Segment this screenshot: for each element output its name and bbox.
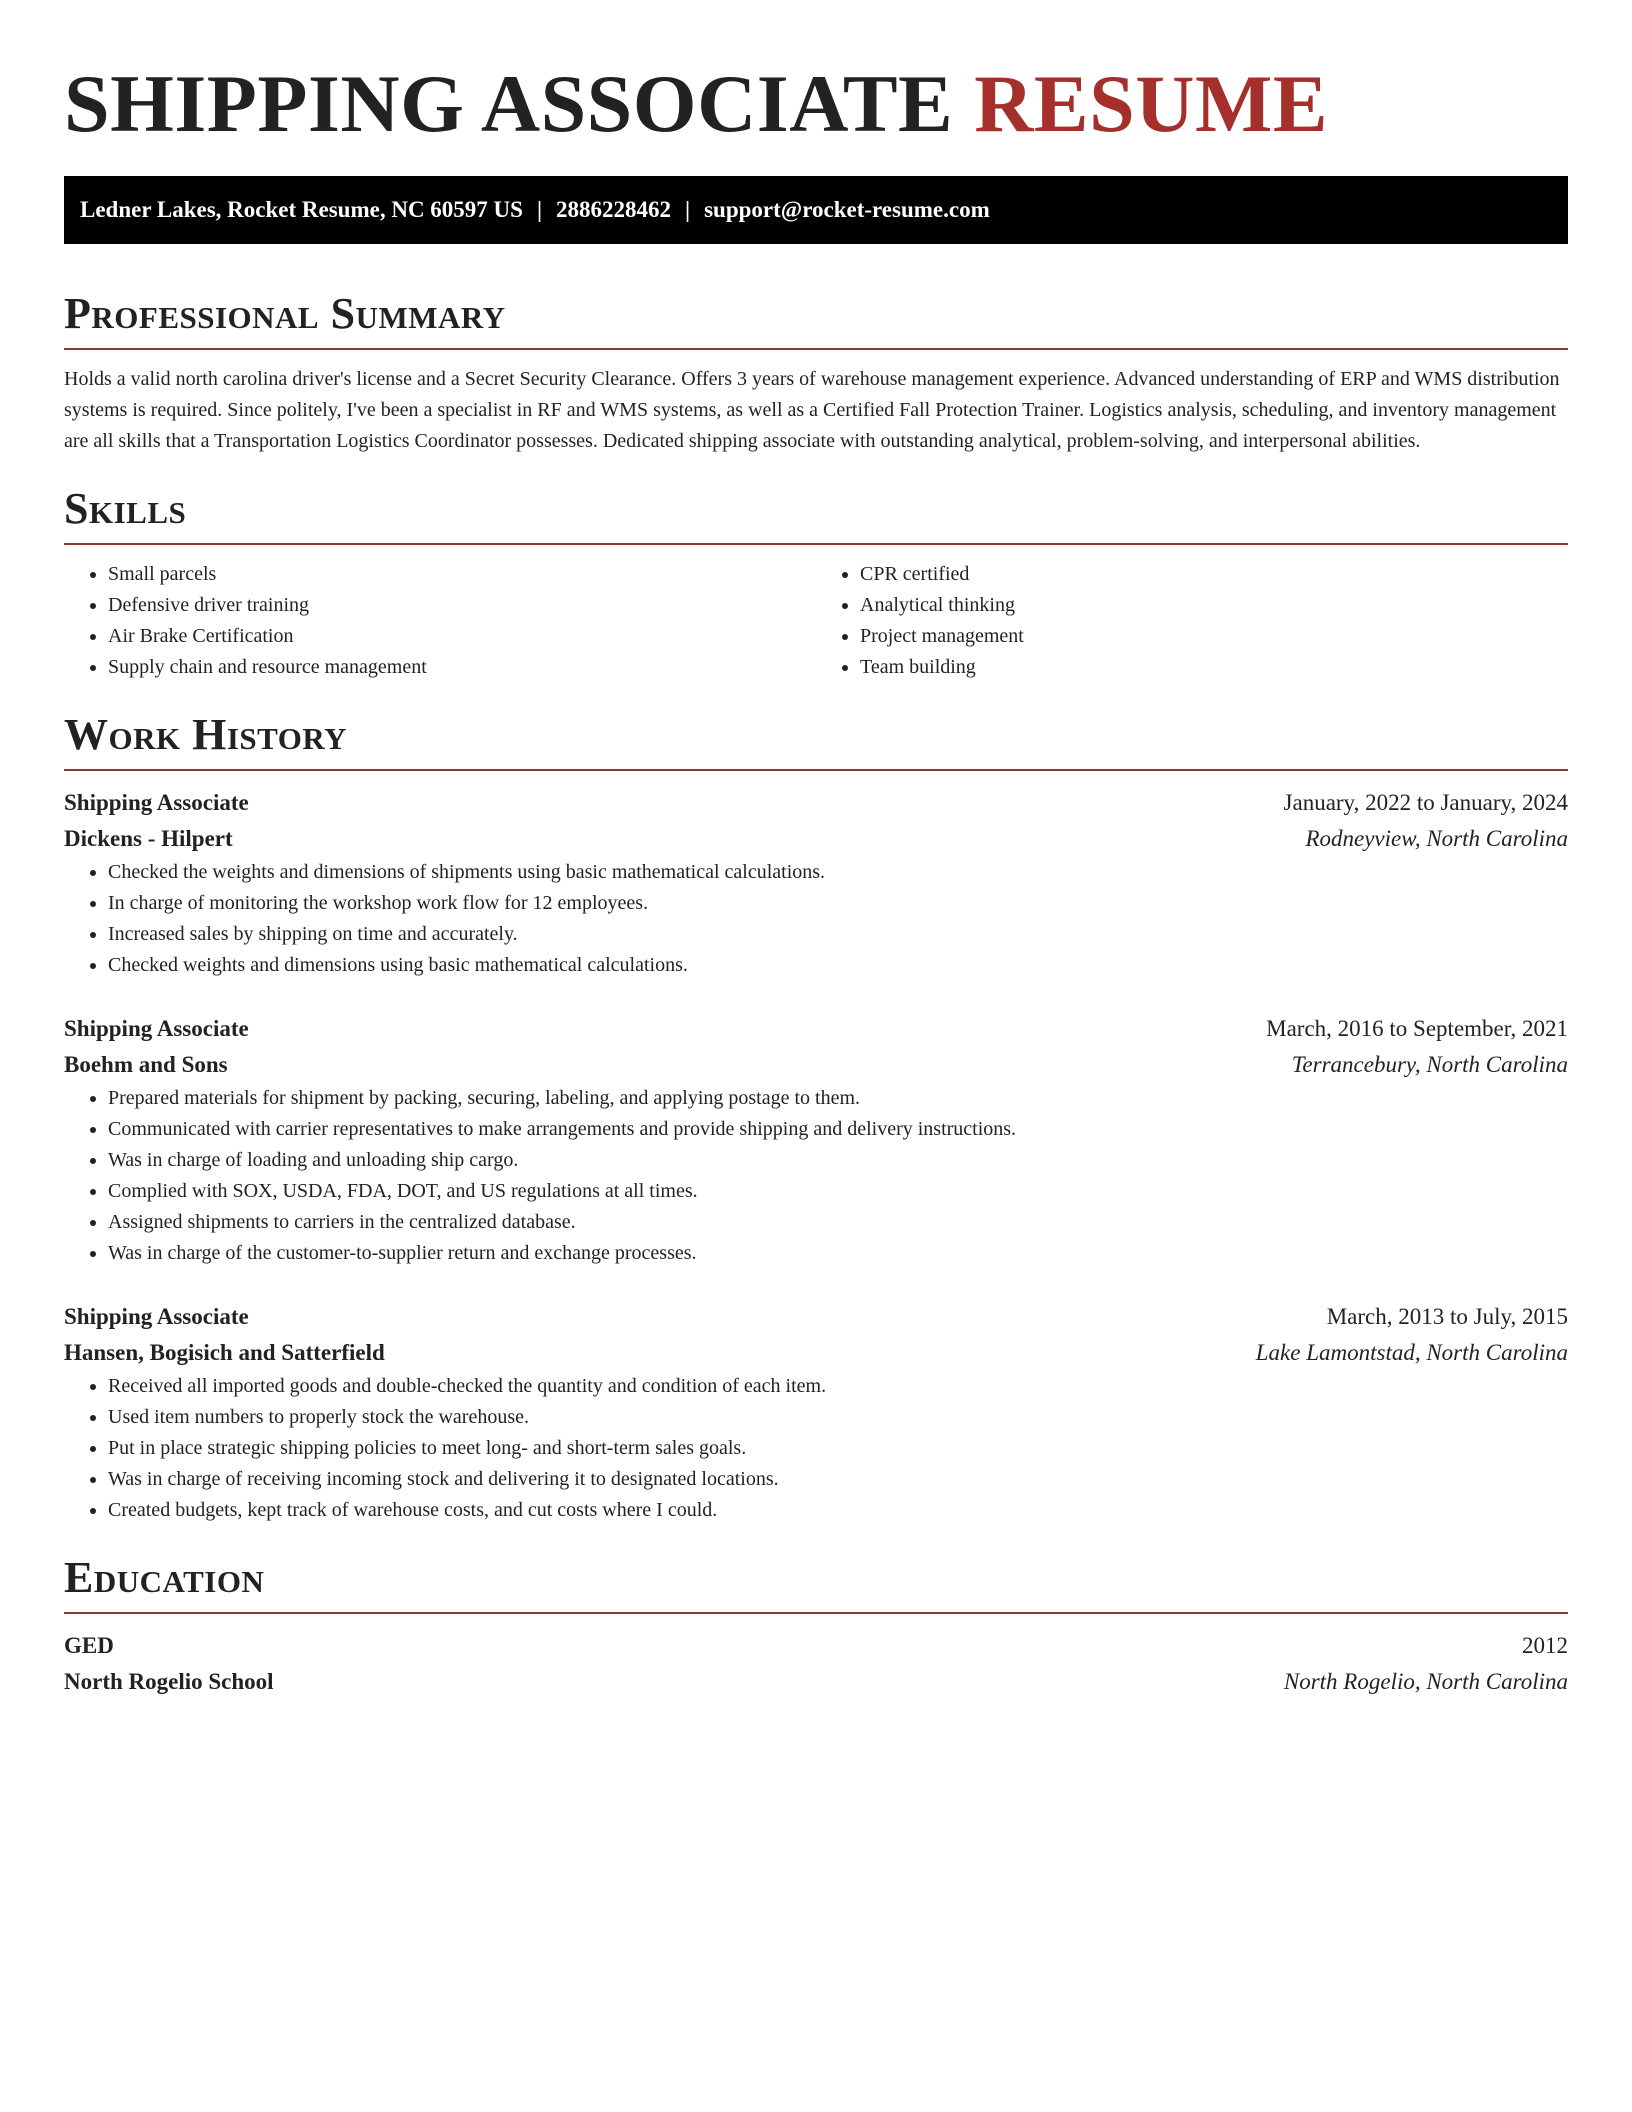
summary-text: Holds a valid north carolina driver's license and a Secret Security Clearance. Offers 3 years of warehouse management experience. Advanced understanding of ERP and WMS distribution systems is required. Since politely, I've been a specialist in RF and WMS systems, as well as a Certified Fall Protection Trainer. Logistics analysis, scheduling, and inventory management are all skills that a Transportation Logistics Coordinator possesses. Dedicated shipping associate with outstanding analytical, problem-solving, and interpersonal abilities. <box>64 368 1560 452</box>
job-bullet: • Prepared materials for shipment by packing, securing, labeling, and applying postage to them. <box>108 1083 1568 1114</box>
section-divider <box>64 1612 1568 1614</box>
job-bullets <box>64 857 1568 981</box>
job-title-row <box>64 1299 1568 1335</box>
job-location: Lake Lamontstad, North Carolina <box>1255 1340 1568 1365</box>
job-bullet: • Used item numbers to properly stock the warehouse. <box>108 1402 1568 1433</box>
job-company: Hansen, Bogisich and Satterfield <box>64 1340 385 1365</box>
job-bullet: • Received all imported goods and double-checked the quantity and condition of each item. <box>108 1371 1568 1402</box>
skill-item: • Air Brake Certification <box>108 621 816 652</box>
job-bullet: • Put in place strategic shipping policies to meet long- and short-term sales goals. <box>108 1433 1568 1464</box>
work-history-section <box>64 709 1568 1526</box>
job-title: Shipping Associate <box>64 790 249 815</box>
job-bullet: • Communicated with carrier representatives to make arrangements and provide shipping and delivery instructions. <box>108 1114 1568 1145</box>
skills-heading: Skills <box>64 484 187 533</box>
work-history-heading: Work History <box>64 710 348 759</box>
job-bullet: • Checked the weights and dimensions of shipments using basic mathematical calculations. <box>108 857 1568 888</box>
education-degree-row <box>64 1628 1568 1664</box>
contact-address: Ledner Lakes, Rocket Resume, NC 60597 US <box>80 197 523 222</box>
job-dates: March, 2016 to September, 2021 <box>1266 1016 1568 1041</box>
job-entry <box>64 1299 1568 1526</box>
contact-separator: | <box>536 197 543 222</box>
contact-separator: | <box>685 197 691 222</box>
contact-email: support@rocket-resume.com <box>704 197 990 222</box>
job-title: Shipping Associate <box>64 1304 249 1329</box>
contact-phone: 2886228462 <box>556 197 672 222</box>
job-bullet: • Assigned shipments to carriers in the centralized database. <box>108 1207 1568 1238</box>
job-bullet: • Was in charge of loading and unloading ship cargo. <box>108 1145 1568 1176</box>
skill-item: • Project management <box>860 621 1568 652</box>
job-bullet: • Created budgets, kept track of warehouse costs, and cut costs where I could. <box>108 1495 1568 1526</box>
education-heading: Education <box>64 1553 265 1602</box>
job-bullet: • Checked weights and dimensions using basic mathematical calculations. <box>108 950 1568 981</box>
education-degree: GED <box>64 1633 114 1658</box>
job-company: Dickens - Hilpert <box>64 826 233 851</box>
job-bullet: • Complied with SOX, USDA, FDA, DOT, and US regulations at all times. <box>108 1176 1568 1207</box>
job-title-row <box>64 1011 1568 1047</box>
skill-item: • Team building <box>860 652 1568 683</box>
resume-page <box>64 0 1568 1700</box>
resume-title-main: SHIPPING ASSOCIATE <box>64 58 954 149</box>
job-company-row <box>64 1335 1568 1371</box>
skill-item: • Supply chain and resource management <box>108 652 816 683</box>
job-company: Boehm and Sons <box>64 1052 228 1077</box>
section-divider <box>64 543 1568 545</box>
job-bullets <box>64 1083 1568 1269</box>
resume-title <box>64 0 1568 152</box>
education-location: North Rogelio, North Carolina <box>1283 1669 1568 1694</box>
job-bullet: • Was in charge of receiving incoming stock and delivering it to designated locations. <box>108 1464 1568 1495</box>
education-section <box>64 1552 1568 1700</box>
education-school-row <box>64 1664 1568 1700</box>
job-title: Shipping Associate <box>64 1016 249 1041</box>
skills-list-left <box>64 559 816 683</box>
contact-bar <box>64 176 1568 244</box>
section-divider <box>64 769 1568 771</box>
resume-title-accent: RESUME <box>974 58 1329 149</box>
skill-item: • CPR certified <box>860 559 1568 590</box>
job-entry <box>64 1011 1568 1269</box>
job-company-row <box>64 821 1568 857</box>
summary-section <box>64 288 1568 457</box>
skills-list-right <box>816 559 1568 683</box>
job-company-row <box>64 1047 1568 1083</box>
skill-item: • Defensive driver training <box>108 590 816 621</box>
skills-section <box>64 483 1568 683</box>
job-title-row <box>64 785 1568 821</box>
job-bullet: • In charge of monitoring the workshop work flow for 12 employees. <box>108 888 1568 919</box>
job-dates: March, 2013 to July, 2015 <box>1326 1304 1568 1329</box>
education-school: North Rogelio School <box>64 1669 274 1694</box>
job-location: Rodneyview, North Carolina <box>1305 826 1568 851</box>
skill-item: • Analytical thinking <box>860 590 1568 621</box>
job-dates: January, 2022 to January, 2024 <box>1283 790 1568 815</box>
skills-grid <box>64 559 1568 683</box>
section-divider <box>64 348 1568 350</box>
education-year: 2012 <box>1522 1633 1568 1658</box>
job-entry <box>64 785 1568 981</box>
job-location: Terrancebury, North Carolina <box>1291 1052 1568 1077</box>
job-bullets <box>64 1371 1568 1526</box>
skill-item: • Small parcels <box>108 559 816 590</box>
summary-heading: Professional Summary <box>64 289 506 338</box>
job-bullet: • Increased sales by shipping on time and accurately. <box>108 919 1568 950</box>
job-bullet: • Was in charge of the customer-to-supplier return and exchange processes. <box>108 1238 1568 1269</box>
